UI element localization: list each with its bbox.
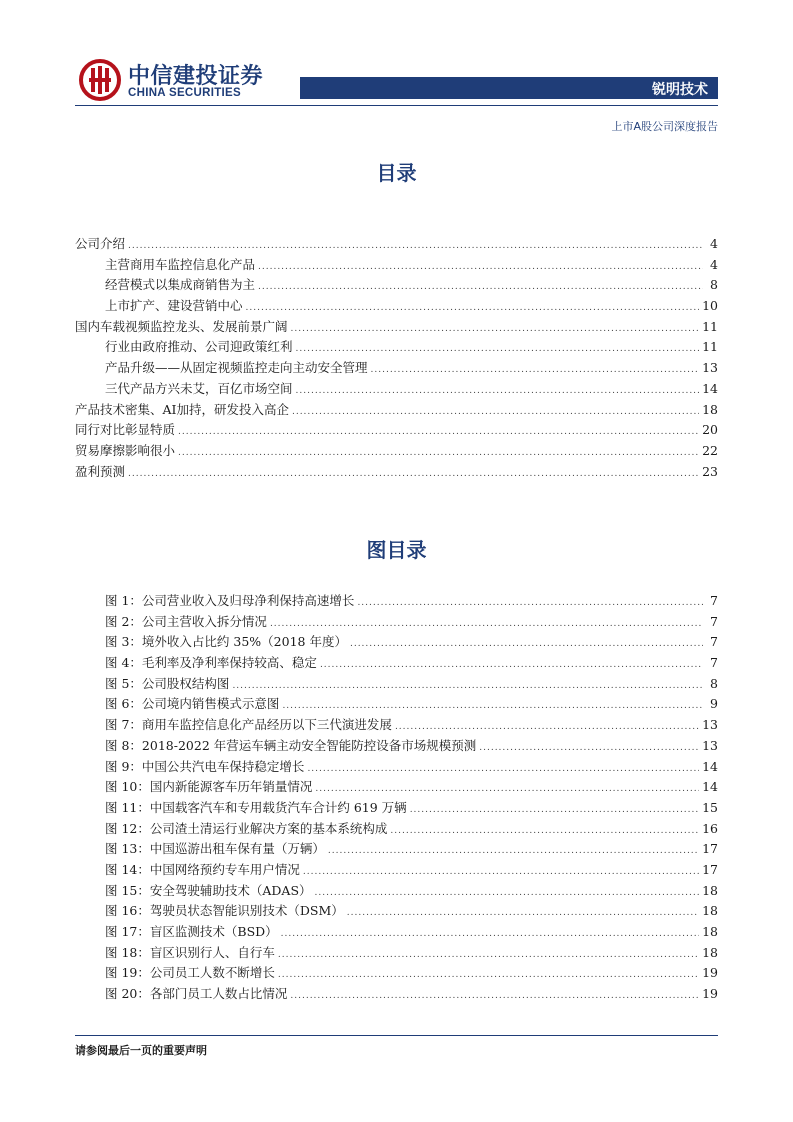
leader-dots (258, 257, 703, 278)
leader-dots (303, 862, 699, 883)
figure-entry-label: 图 2：公司主营收入拆分情况 (105, 613, 267, 629)
leader-dots (128, 464, 699, 485)
figure-entry-page: 18 (702, 924, 718, 939)
figure-entry-page: 15 (702, 799, 718, 815)
figure-entry-page: 8 (710, 675, 718, 691)
footer-disclaimer: 请参阅最后一页的重要声明 (75, 1044, 207, 1057)
figure-entry-page: 19 (702, 986, 718, 1002)
company-logo (78, 58, 264, 104)
figure-entry-label: 图 6：公司境内销售模式示意图 (105, 696, 280, 712)
figure-entry-page: 18 (702, 944, 718, 960)
leader-dots (357, 593, 703, 614)
toc-entry-page: 14 (702, 380, 718, 396)
toc-entry-page: 10 (702, 298, 718, 314)
toc-entry[interactable] (75, 317, 718, 338)
figure-entry[interactable] (75, 984, 718, 1005)
figure-entry[interactable] (75, 860, 718, 881)
header-company-bar (300, 77, 718, 99)
toc-entry[interactable] (75, 379, 718, 400)
leader-dots (291, 319, 700, 340)
report-type-label: 上市A股公司深度报告 (611, 120, 718, 133)
figure-entry-label: 图 20：各部门员工人数占比情况 (105, 986, 288, 1002)
figure-entry-page: 19 (702, 965, 718, 981)
toc-entry[interactable] (75, 255, 718, 276)
figure-entry-label: 图 19：公司员工人数不断增长 (105, 965, 275, 981)
figure-entry[interactable] (75, 943, 718, 964)
figure-entry-page: 14 (702, 779, 718, 795)
leader-dots (278, 965, 699, 986)
toc-entry-label: 产品升级——从固定视频监控走向主动安全管理 (105, 360, 368, 376)
header-divider (75, 105, 718, 106)
figure-entry-label: 图 16：驾驶员状态智能识别技术（DSM） (105, 903, 344, 919)
toc-entry-label: 产品技术密集、AI加持，研发投入高企 (75, 401, 289, 417)
figure-entry-label: 图 9：中国公共汽电车保持稳定增长 (105, 758, 305, 774)
leader-dots (315, 883, 700, 904)
toc-entry-page: 20 (702, 422, 718, 438)
leader-dots (390, 821, 699, 842)
figure-entry[interactable] (75, 591, 718, 612)
figure-entry-label: 图 3：境外收入占比约 35%（2018 年度） (105, 634, 347, 650)
figure-entry[interactable] (75, 798, 718, 819)
toc-entry-page: 22 (702, 442, 718, 458)
toc-entry-label: 盈利预测 (75, 463, 126, 479)
figure-entry[interactable] (75, 694, 718, 715)
figure-entry[interactable] (75, 881, 718, 902)
toc-entry-page: 4 (710, 256, 718, 272)
leader-dots (350, 634, 703, 655)
leader-dots (410, 800, 699, 821)
figure-entry-label: 图 15：安全驾驶辅助技术（ADAS） (105, 882, 312, 898)
figure-entry-page: 17 (702, 841, 718, 857)
figure-entry[interactable] (75, 632, 718, 653)
toc-entry-page: 13 (702, 360, 718, 376)
figure-entry-label: 图 10：国内新能源客车历年销量情况 (105, 779, 313, 795)
figure-entry-page: 18 (702, 903, 718, 919)
toc-entry[interactable] (75, 400, 718, 421)
toc-entry-label: 贸易摩擦影响很小 (75, 442, 176, 458)
figure-entry-page: 18 (702, 882, 718, 898)
figure-list (75, 591, 718, 1005)
figure-entry-label: 图 8：2018-2022 年营运车辆主动安全智能防控设备市场规模预测 (105, 737, 477, 753)
toc-entry-label: 三代产品方兴未艾，百亿市场空间 (105, 380, 293, 396)
leader-dots (278, 945, 699, 966)
figure-entry-label: 图 1：公司营业收入及归母净利保持高速增长 (105, 593, 355, 608)
toc-entry-page: 18 (702, 401, 718, 417)
leader-dots (347, 903, 699, 924)
leader-dots (282, 696, 703, 717)
figure-entry-label: 图 11：中国载客汽车和专用载货汽车合计约 619 万辆 (105, 799, 407, 815)
figure-entry-page: 7 (710, 613, 718, 629)
figure-entry-page: 13 (702, 717, 718, 733)
figure-entry[interactable] (75, 839, 718, 860)
toc-entry-page: 11 (702, 318, 718, 334)
logo-chinese-name: 中信建投证券 (128, 64, 264, 89)
toc-entry-page: 4 (710, 236, 718, 251)
china-securities-logo-icon (78, 58, 122, 102)
figure-entry[interactable] (75, 736, 718, 757)
leader-dots (296, 339, 700, 360)
footer-divider (75, 1035, 718, 1036)
figure-entry[interactable] (75, 922, 718, 943)
figure-entry[interactable] (75, 819, 718, 840)
figure-entry[interactable] (75, 901, 718, 922)
figure-entry[interactable] (75, 777, 718, 798)
leader-dots (371, 360, 700, 381)
figure-entry[interactable] (75, 715, 718, 736)
figure-entry[interactable] (75, 653, 718, 674)
toc-entry[interactable] (75, 337, 718, 358)
leader-dots (292, 402, 699, 423)
toc-entry-label: 同行对比彰显特质 (75, 422, 176, 438)
leader-dots (258, 277, 703, 298)
toc-entry[interactable] (75, 234, 718, 255)
toc-entry-label: 国内车载视频监控龙头、发展前景广阔 (75, 318, 288, 334)
leader-dots (479, 738, 699, 759)
leader-dots (281, 924, 699, 945)
figure-entry-label: 图 17：盲区监测技术（BSD） (105, 924, 278, 939)
leader-dots (320, 655, 703, 676)
leader-dots (307, 759, 699, 780)
toc-entry[interactable] (75, 441, 718, 462)
toc-entry-label: 经营模式以集成商销售为主 (105, 277, 256, 293)
leader-dots (232, 676, 703, 697)
leader-dots (328, 841, 699, 862)
figure-entry-page: 7 (710, 655, 718, 671)
toc-entry[interactable] (75, 275, 718, 296)
table-of-contents (75, 234, 718, 482)
toc-entry-label: 主营商用车监控信息化产品 (105, 256, 256, 272)
figure-entry-page: 7 (710, 634, 718, 650)
figure-entry-label: 图 4：毛利率及净利率保持较高、稳定 (105, 655, 317, 671)
toc-entry[interactable] (75, 296, 718, 317)
figure-entry[interactable] (75, 674, 718, 695)
leader-dots (270, 614, 703, 635)
figure-entry-page: 9 (710, 696, 718, 712)
leader-dots (296, 381, 700, 402)
leader-dots (395, 717, 699, 738)
figure-entry[interactable] (75, 963, 718, 984)
figure-entry-page: 16 (702, 820, 718, 836)
company-tag: 锐明技术 (652, 82, 708, 98)
toc-entry-page: 11 (702, 339, 718, 355)
leader-dots (128, 236, 703, 257)
figure-entry-label: 图 18：盲区识别行人、自行车 (105, 944, 275, 960)
figure-entry[interactable] (75, 757, 718, 778)
toc-entry-label: 行业由政府推动、公司迎政策红利 (105, 339, 293, 355)
toc-entry[interactable] (75, 358, 718, 379)
leader-dots (290, 986, 699, 1007)
figure-entry-page: 14 (702, 758, 718, 774)
figure-entry-page: 17 (702, 861, 718, 877)
leader-dots (246, 298, 700, 319)
figure-toc-title: 图目录 (366, 538, 427, 562)
toc-title: 目录 (376, 161, 417, 185)
toc-entry[interactable] (75, 462, 718, 483)
toc-entry-label: 上市扩产、建设营销中心 (105, 298, 243, 314)
logo-english-name: CHINA SECURITIES (128, 87, 241, 99)
figure-entry[interactable] (75, 612, 718, 633)
figure-entry-label: 图 14：中国网络预约专车用户情况 (105, 861, 300, 877)
figure-entry-label: 图 7：商用车监控信息化产品经历以下三代演进发展 (105, 717, 392, 733)
toc-entry-page: 8 (710, 277, 718, 293)
figure-entry-page: 7 (710, 593, 718, 608)
figure-entry-page: 13 (702, 737, 718, 753)
figure-entry-label: 图 12：公司渣土清运行业解决方案的基本系统构成 (105, 820, 388, 836)
leader-dots (178, 443, 699, 464)
toc-entry-label: 公司介绍 (75, 236, 126, 251)
toc-entry-page: 23 (702, 463, 718, 479)
leader-dots (315, 779, 699, 800)
toc-entry[interactable] (75, 420, 718, 441)
leader-dots (178, 422, 699, 443)
figure-entry-label: 图 13：中国巡游出租车保有量（万辆） (105, 841, 325, 857)
figure-entry-label: 图 5：公司股权结构图 (105, 675, 230, 691)
